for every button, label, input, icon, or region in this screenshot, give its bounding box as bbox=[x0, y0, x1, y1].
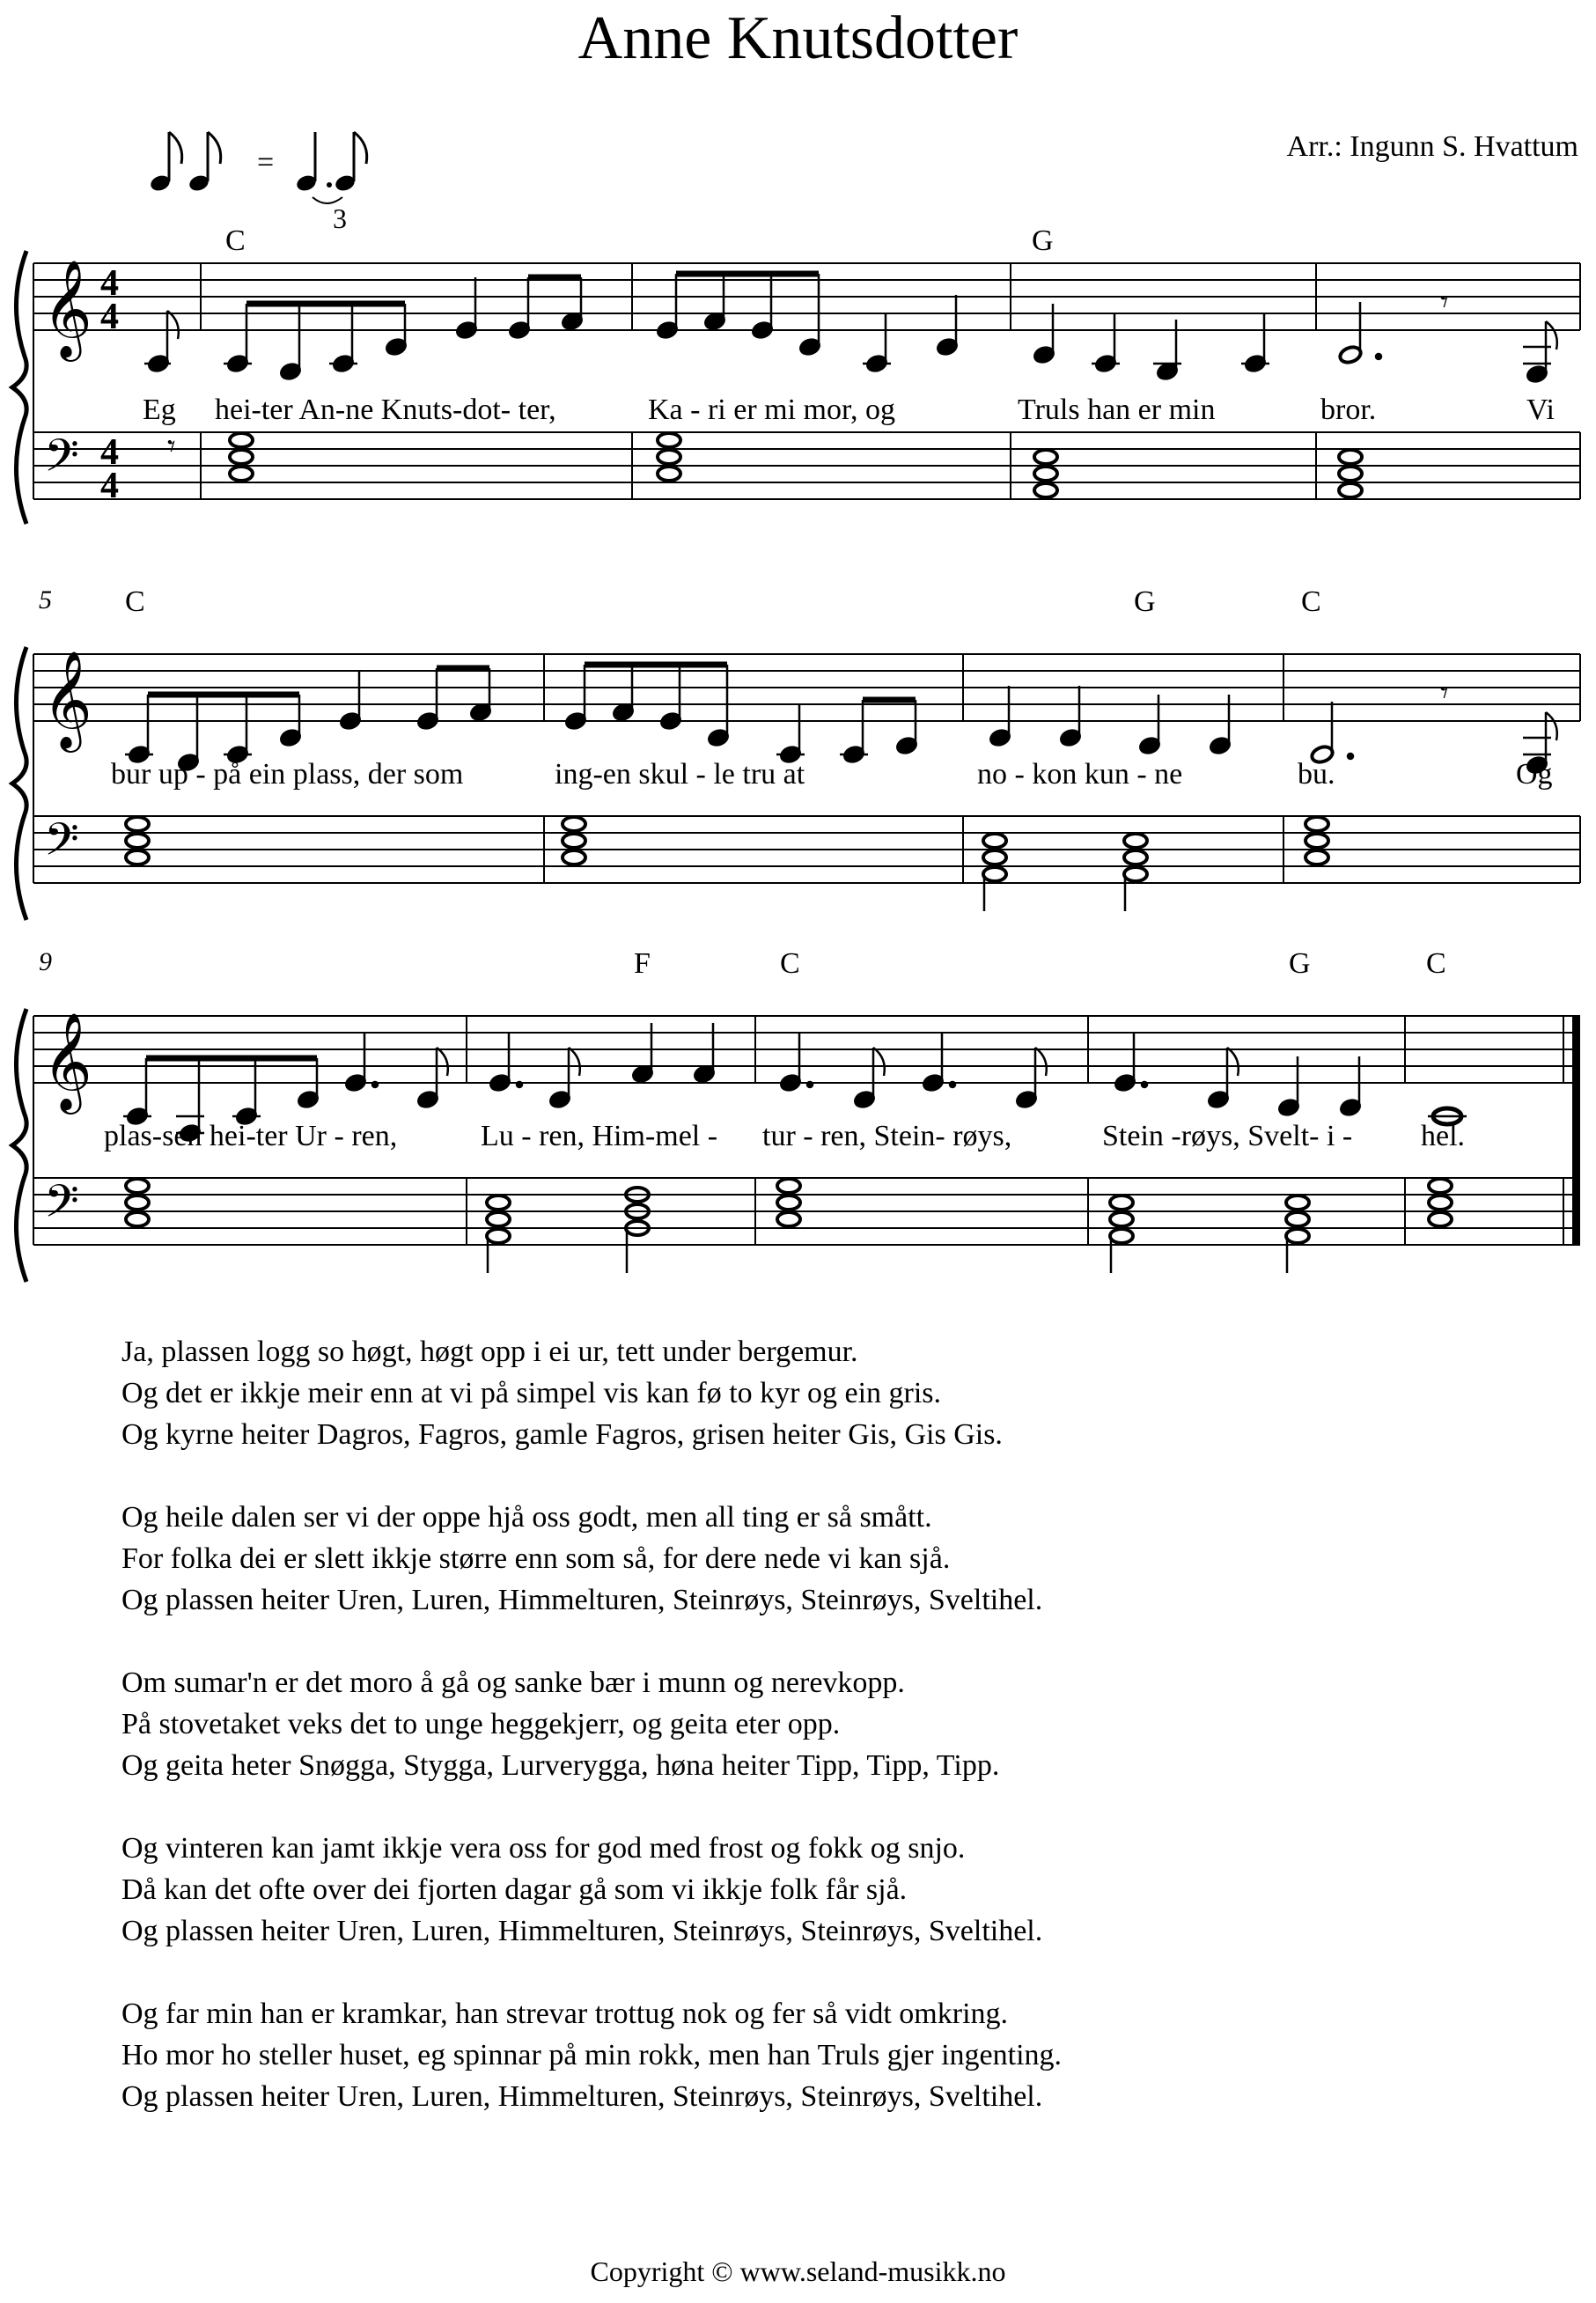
verse-6 bbox=[121, 1993, 1062, 2117]
verse-line: Og plassen heiter Uren, Luren, Himmelturen, Steinrøys, Steinrøys, Sveltihel. bbox=[121, 2080, 1043, 2113]
chord-symbol: C bbox=[225, 224, 246, 257]
chord-symbol: F bbox=[634, 947, 651, 980]
bass-clef-icon: 𝄢 bbox=[44, 1174, 79, 1239]
chord-symbol: G bbox=[1134, 585, 1156, 618]
svg-text:𝄾: 𝄾 bbox=[167, 429, 176, 465]
bass-clef-icon: 𝄢 bbox=[44, 429, 79, 493]
lyric-syllables: bror. bbox=[1320, 394, 1377, 426]
svg-text:4: 4 bbox=[100, 263, 119, 304]
chord-symbol: C bbox=[1301, 585, 1321, 618]
svg-text:𝄾: 𝄾 bbox=[1440, 675, 1449, 711]
verse-line: Om sumar'n er det moro å gå og sanke bær i munn og nerevkopp. bbox=[121, 1667, 905, 1699]
verse-line: For folka dei er slett ikkje større enn som så, for dere nede vi kan sjå. bbox=[121, 1542, 951, 1575]
copyright-notice: Copyright © www.seland-musikk.no bbox=[590, 2255, 1006, 2287]
verse-line: Ja, plassen logg so høgt, høgt opp i ei ur, tett under bergemur. bbox=[121, 1335, 858, 1368]
song-title: Anne Knutsdotter bbox=[577, 4, 1019, 72]
verse-line: Og vinteren kan jamt ikkje vera oss for god med frost og fokk og snjo. bbox=[121, 1832, 966, 1865]
svg-text:4: 4 bbox=[100, 432, 119, 473]
treble-clef-icon: 𝄞 bbox=[42, 259, 92, 357]
arranger-credit: Arr.: Ingunn S. Hvattum bbox=[1286, 130, 1578, 163]
verse-3 bbox=[121, 1497, 1062, 1621]
treble-clef-icon: 𝄞 bbox=[42, 1012, 92, 1110]
lyric-syllables: Vi bbox=[1526, 394, 1555, 426]
svg-text:𝄾: 𝄾 bbox=[1440, 284, 1449, 320]
verse-line: Då kan det ofte over dei fjorten dagar gå som vi ikkje folk får sjå. bbox=[121, 1873, 908, 1906]
treble-clef-icon: 𝄞 bbox=[42, 650, 92, 748]
lyric-syllables: bur up - på ein plass, der som bbox=[111, 758, 464, 791]
lyric-syllables: Stein -røys, Svelt- i - bbox=[1102, 1120, 1353, 1152]
verse-line: Og plassen heiter Uren, Luren, Himmelturen, Steinrøys, Steinrøys, Sveltihel. bbox=[121, 1584, 1043, 1616]
chord-symbol: C bbox=[1426, 947, 1446, 980]
measure-number: 5 bbox=[39, 585, 52, 614]
lyric-syllables: ing-en skul - le tru at bbox=[555, 758, 805, 791]
system-2 bbox=[0, 585, 1596, 920]
verse-5 bbox=[121, 1828, 1062, 1952]
verse-line: Og far min han er kramkar, han strevar trottug nok og fer så vidt omkring. bbox=[121, 1998, 1009, 2030]
svg-text:4: 4 bbox=[100, 466, 119, 506]
lyric-syllables: bu. bbox=[1298, 758, 1335, 791]
system-3-staves bbox=[0, 947, 1596, 1282]
lyric-syllables: plas-sen hei-ter Ur - ren, bbox=[104, 1120, 398, 1152]
lyric-syllables: Ka - ri er mi mor, og bbox=[648, 394, 895, 426]
lyric-syllables: tur - ren, Stein- røys, bbox=[762, 1120, 1012, 1152]
lyric-syllables: Lu - ren, Him-mel - bbox=[481, 1120, 718, 1152]
tempo-triplet-number: 3 bbox=[333, 202, 347, 234]
verse-line: Og plassen heiter Uren, Luren, Himmelturen, Steinrøys, Steinrøys, Sveltihel. bbox=[121, 1915, 1043, 1947]
verse-2 bbox=[121, 1331, 1062, 1455]
verse-line: Og det er ikkje meir enn at vi på simpel vis kan fø to kyr og ein gris. bbox=[121, 1377, 942, 1409]
system-2-staves bbox=[0, 585, 1596, 920]
bass-clef-icon: 𝄢 bbox=[44, 813, 79, 877]
svg-text:4: 4 bbox=[100, 297, 119, 337]
verse-line: På stovetaket veks det to unge heggekjerr, og geita eter opp. bbox=[121, 1708, 841, 1740]
system-1 bbox=[0, 224, 1596, 515]
lyric-syllables: Og bbox=[1516, 758, 1553, 791]
measure-number: 9 bbox=[39, 947, 52, 976]
chord-symbol: C bbox=[780, 947, 800, 980]
verse-line: Og geita heter Snøgga, Stygga, Lurverygga, høna heiter Tipp, Tipp, Tipp. bbox=[121, 1749, 1000, 1782]
chord-symbol: G bbox=[1032, 224, 1054, 257]
chord-symbol: G bbox=[1289, 947, 1311, 980]
chord-symbol: C bbox=[125, 585, 145, 618]
lyric-syllables: no - kon kun - ne bbox=[977, 758, 1183, 791]
verse-line: Og heile dalen ser vi der oppe hjå oss godt, men all ting er så smått. bbox=[121, 1501, 932, 1534]
verse-line: Og kyrne heiter Dagros, Fagros, gamle Fagros, grisen heiter Gis, Gis Gis. bbox=[121, 1418, 1003, 1451]
verse-line: Ho mor ho steller huset, eg spinnar på min rokk, men han Truls gjer ingenting. bbox=[121, 2039, 1063, 2071]
lyric-syllables: Truls han er min bbox=[1018, 394, 1216, 426]
verse-4 bbox=[121, 1662, 1062, 1786]
lyric-syllables: Eg bbox=[143, 394, 176, 426]
tempo-equals: = bbox=[257, 146, 275, 179]
system-3 bbox=[0, 947, 1596, 1282]
verse-text-block bbox=[121, 1331, 1062, 2159]
system-1-staves bbox=[0, 224, 1596, 515]
lyric-syllables: hel. bbox=[1421, 1120, 1466, 1152]
lyric-syllables: hei-ter An-ne Knuts-dot- ter, bbox=[215, 394, 556, 426]
